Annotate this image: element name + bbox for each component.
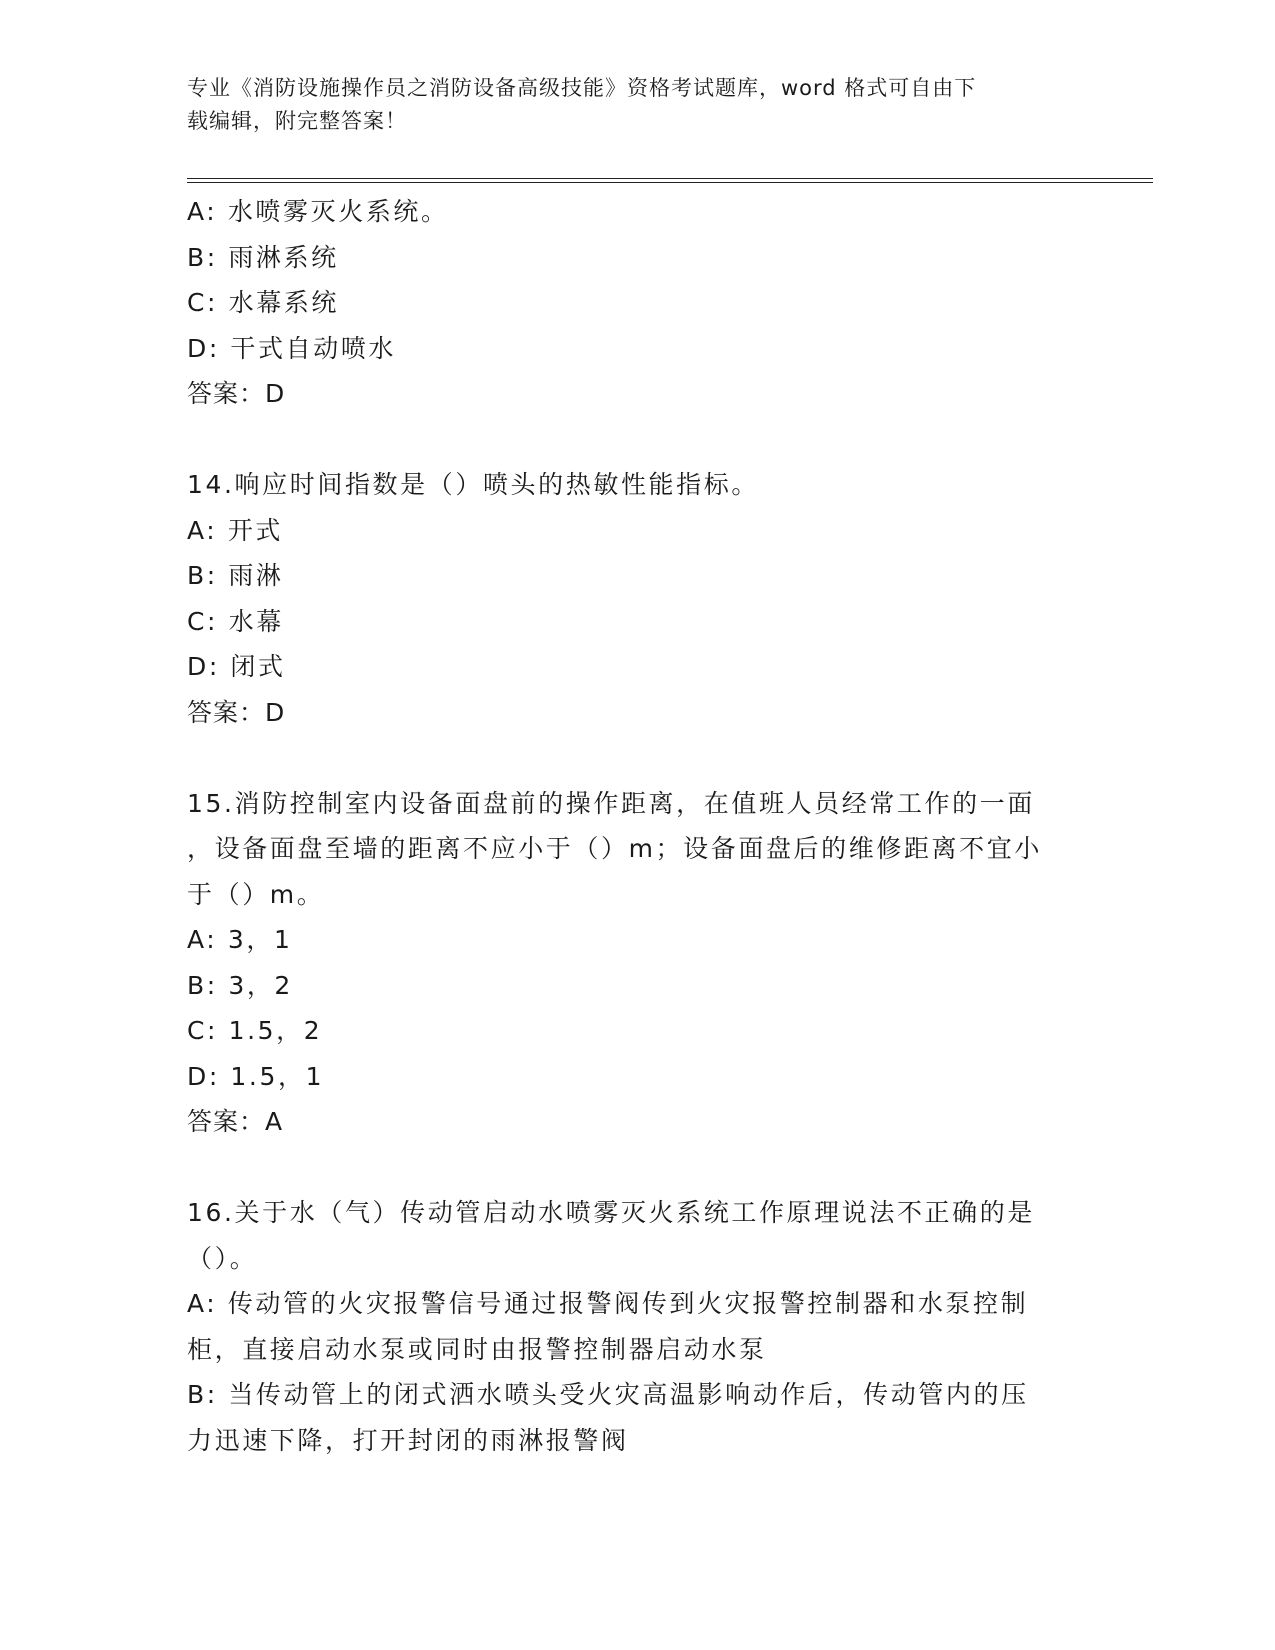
option-b-line-1: B: 当传动管上的闭式洒水喷头受火灾高温影响动作后，传动管内的压 bbox=[187, 1380, 1029, 1409]
question-list bbox=[187, 189, 1077, 1463]
option-b-line-2: 力迅速下降，打开封闭的雨淋报警阀 bbox=[187, 1425, 629, 1455]
option-d: D: 1.5，1 bbox=[187, 1061, 325, 1091]
question-stem-line-2: （）。 bbox=[187, 1243, 258, 1273]
option-c: C: 水幕 bbox=[187, 606, 284, 636]
option-d: D: 干式自动喷水 bbox=[187, 333, 397, 363]
option-b: B: 雨淋系统 bbox=[187, 242, 339, 272]
header-divider-top bbox=[187, 178, 1153, 179]
question-stem-line-1: 16.关于水（气）传动管启动水喷雾灭火系统工作原理说法不正确的是 bbox=[187, 1198, 1035, 1227]
option-c: C: 1.5，2 bbox=[187, 1016, 323, 1045]
question-13 bbox=[187, 189, 1077, 417]
answer: 答案：A bbox=[187, 1107, 284, 1136]
option-a: A: 3，1 bbox=[187, 925, 293, 954]
option-a-line-1: A: 传动管的火灾报警信号通过报警阀传到火灾报警控制器和水泵控制 bbox=[187, 1289, 1029, 1318]
question-stem-line-2: ，设备面盘至墙的距离不应小于（）m；设备面盘后的维修距离不宜小 bbox=[187, 834, 1042, 863]
document-header bbox=[187, 72, 1067, 138]
question-14 bbox=[187, 462, 1077, 735]
answer: 答案：D bbox=[187, 697, 286, 727]
option-b: B: 3，2 bbox=[187, 970, 293, 1000]
question-16 bbox=[187, 1190, 1077, 1463]
option-a: A: 开式 bbox=[187, 515, 284, 545]
spacer bbox=[187, 1145, 1077, 1191]
header-line-1: 专业《消防设施操作员之消防设备高级技能》资格考试题库，word 格式可自由下 bbox=[187, 76, 977, 100]
question-stem-line-1: 15.消防控制室内设备面盘前的操作距离，在值班人员经常工作的一面 bbox=[187, 788, 1035, 818]
header-line-2: 载编辑，附完整答案！ bbox=[187, 109, 407, 133]
option-b: B: 雨淋 bbox=[187, 561, 284, 590]
question-15 bbox=[187, 781, 1077, 1145]
option-a-line-2: 柜，直接启动水泵或同时由报警控制器启动水泵 bbox=[187, 1334, 767, 1364]
spacer bbox=[187, 735, 1077, 781]
spacer bbox=[187, 417, 1077, 463]
option-d: D: 闭式 bbox=[187, 652, 286, 681]
answer: 答案：D bbox=[187, 379, 286, 408]
option-a: A: 水喷雾灭火系统。 bbox=[187, 197, 449, 226]
header-divider-bottom bbox=[187, 182, 1153, 183]
question-stem: 14.响应时间指数是（）喷头的热敏性能指标。 bbox=[187, 470, 759, 499]
question-stem-line-3: 于（）m。 bbox=[187, 879, 325, 909]
option-c: C: 水幕系统 bbox=[187, 288, 340, 317]
